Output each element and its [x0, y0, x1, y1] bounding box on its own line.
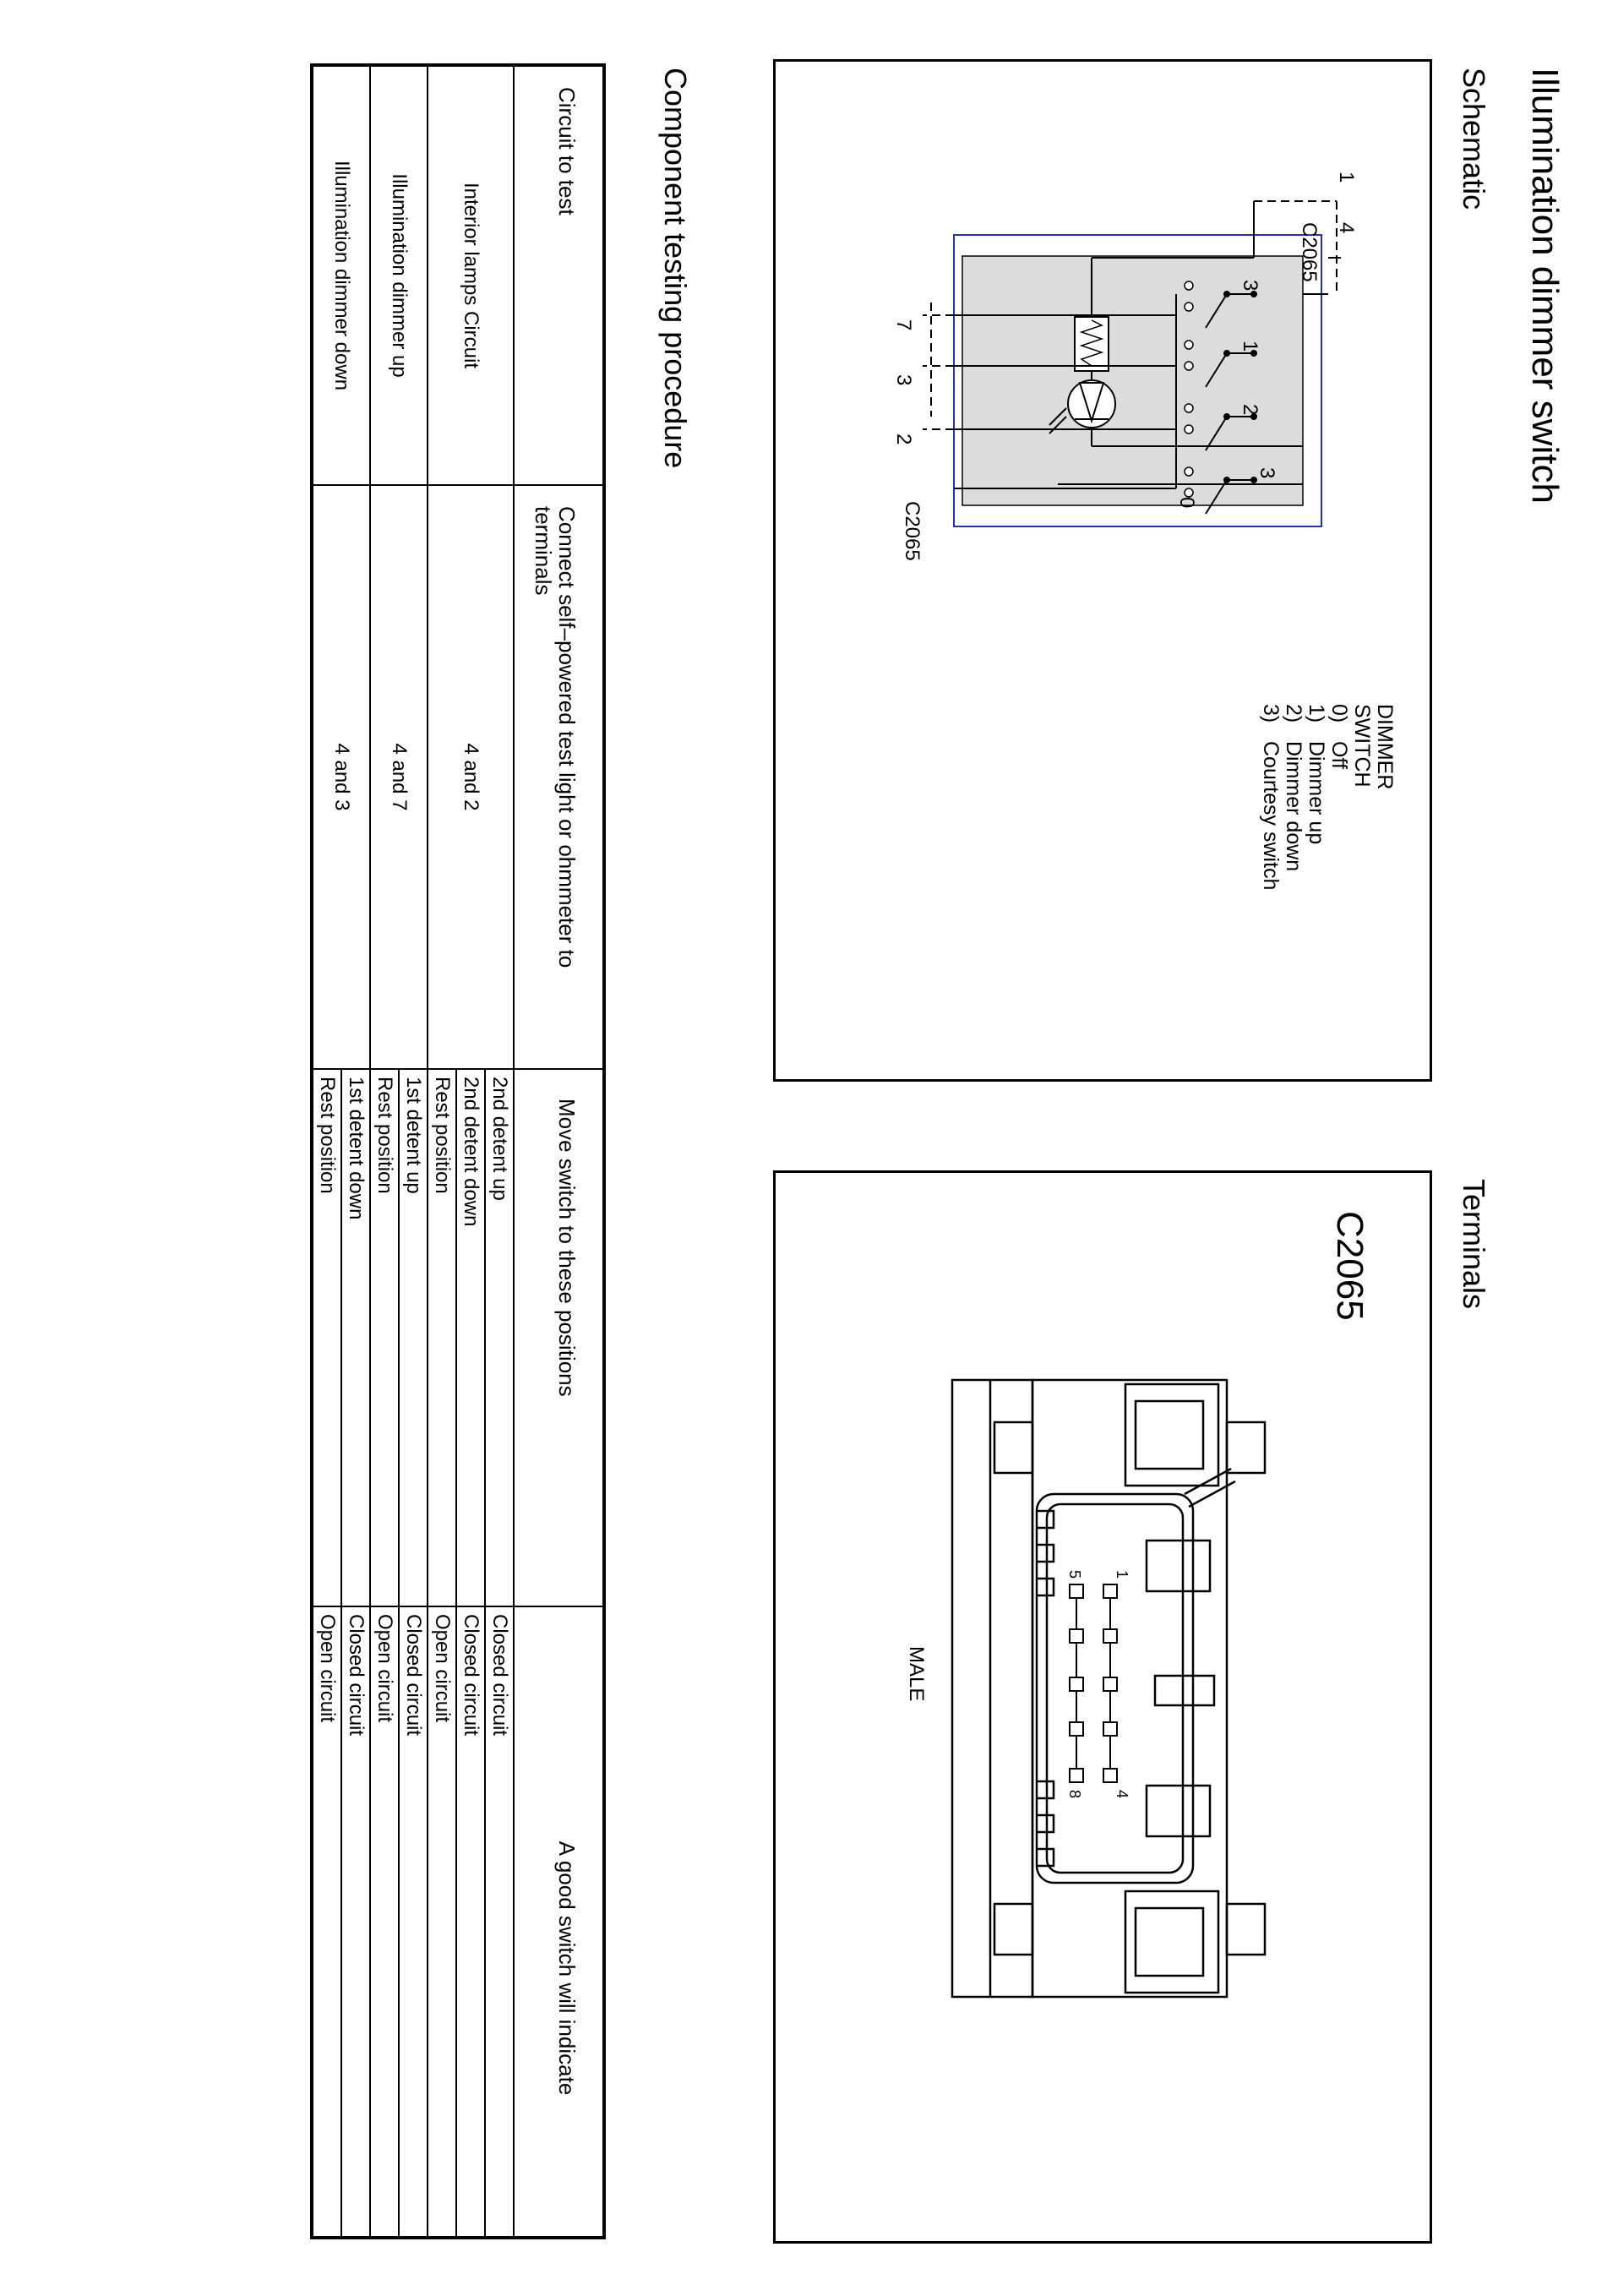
legend-position-3: 3)Courtesy switch — [1259, 704, 1283, 891]
position-cell: 1st detent up — [399, 1069, 428, 1606]
pin-label-left-4: 4 — [1335, 222, 1358, 234]
legend-position-0: 0)Off — [1327, 704, 1351, 769]
contact-number-b: 1 — [1239, 341, 1261, 352]
circuit-cell: Illumination dimmer down — [312, 65, 370, 485]
pin-label-8: 8 — [1066, 1790, 1083, 1799]
position-cell: 2nd detent up — [485, 1069, 514, 1606]
switch-legend — [1259, 704, 1396, 890]
result-cell: Open circuit — [312, 1606, 341, 2238]
terminals-panel — [773, 1170, 1432, 2244]
position-cell: 1st detent down — [341, 1069, 370, 1606]
legend-position-2: 2)Dimmer down — [1282, 704, 1305, 872]
pin-label-right-7: 7 — [892, 319, 915, 331]
testing-table — [310, 63, 606, 2239]
result-cell: Open circuit — [370, 1606, 399, 2238]
terminals-cell: 4 and 7 — [370, 485, 428, 1069]
terminals-cell: 4 and 2 — [428, 485, 514, 1069]
terminal-connector-id: C2065 — [1329, 1211, 1370, 1321]
terminals-heading: Terminals — [1457, 1179, 1491, 1310]
contact-number-d: 3 — [1256, 467, 1278, 479]
pin-label-1: 1 — [1114, 1570, 1130, 1579]
schematic-diagram — [776, 62, 1430, 1079]
result-cell: Closed circuit — [485, 1606, 514, 2238]
connector-label-left: C2065 — [1298, 222, 1321, 282]
circuit-cell: Interior lamps Circuit — [428, 65, 514, 485]
table-row — [485, 65, 514, 2238]
result-cell: Closed circuit — [456, 1606, 485, 2238]
result-cell: Closed circuit — [399, 1606, 428, 2238]
table-row — [399, 65, 428, 2238]
page-title: Illumination dimmer switch — [1524, 68, 1566, 504]
connector-drawing — [776, 1173, 1430, 2241]
circuit-cell: Illumination dimmer up — [370, 65, 428, 485]
header-move: Move switch to these positions — [514, 1069, 604, 1606]
header-connect: Connect self–powered test light or ohmmeter to terminals — [514, 485, 604, 1069]
contact-number-c: 2 — [1239, 404, 1261, 416]
legend-position-1: 1)Dimmer up — [1305, 704, 1328, 845]
header-indicate: A good switch will indicate — [514, 1606, 604, 2238]
legend-line-1: DIMMER — [1373, 704, 1397, 790]
position-cell: Rest position — [370, 1069, 399, 1606]
contact-zero: 0 — [1175, 497, 1198, 509]
resistor — [1075, 317, 1109, 371]
pin-label-left-1: 1 — [1335, 172, 1358, 183]
table-header-row — [514, 65, 604, 2238]
terminals-cell: 4 and 3 — [312, 485, 370, 1069]
position-cell: Rest position — [428, 1069, 456, 1606]
procedure-heading: Component testing procedure — [658, 68, 693, 469]
connector-gender: MALE — [905, 1646, 928, 1702]
result-cell: Closed circuit — [341, 1606, 370, 2238]
schematic-panel — [773, 59, 1432, 1082]
pin-label-4: 4 — [1114, 1790, 1130, 1799]
pin-label-right-3: 3 — [892, 374, 915, 386]
contact-number-a: 3 — [1239, 280, 1261, 292]
result-cell: Open circuit — [428, 1606, 456, 2238]
connector-label-right: C2065 — [901, 501, 923, 561]
position-cell: 2nd detent down — [456, 1069, 485, 1606]
pin-label-right-2: 2 — [892, 434, 915, 445]
header-circuit: Circuit to test — [514, 65, 604, 485]
position-cell: Rest position — [312, 1069, 341, 1606]
table-row — [341, 65, 370, 2238]
pin-label-5: 5 — [1066, 1570, 1083, 1579]
legend-line-2: SWITCH — [1350, 704, 1374, 788]
schematic-heading: Schematic — [1457, 68, 1491, 210]
